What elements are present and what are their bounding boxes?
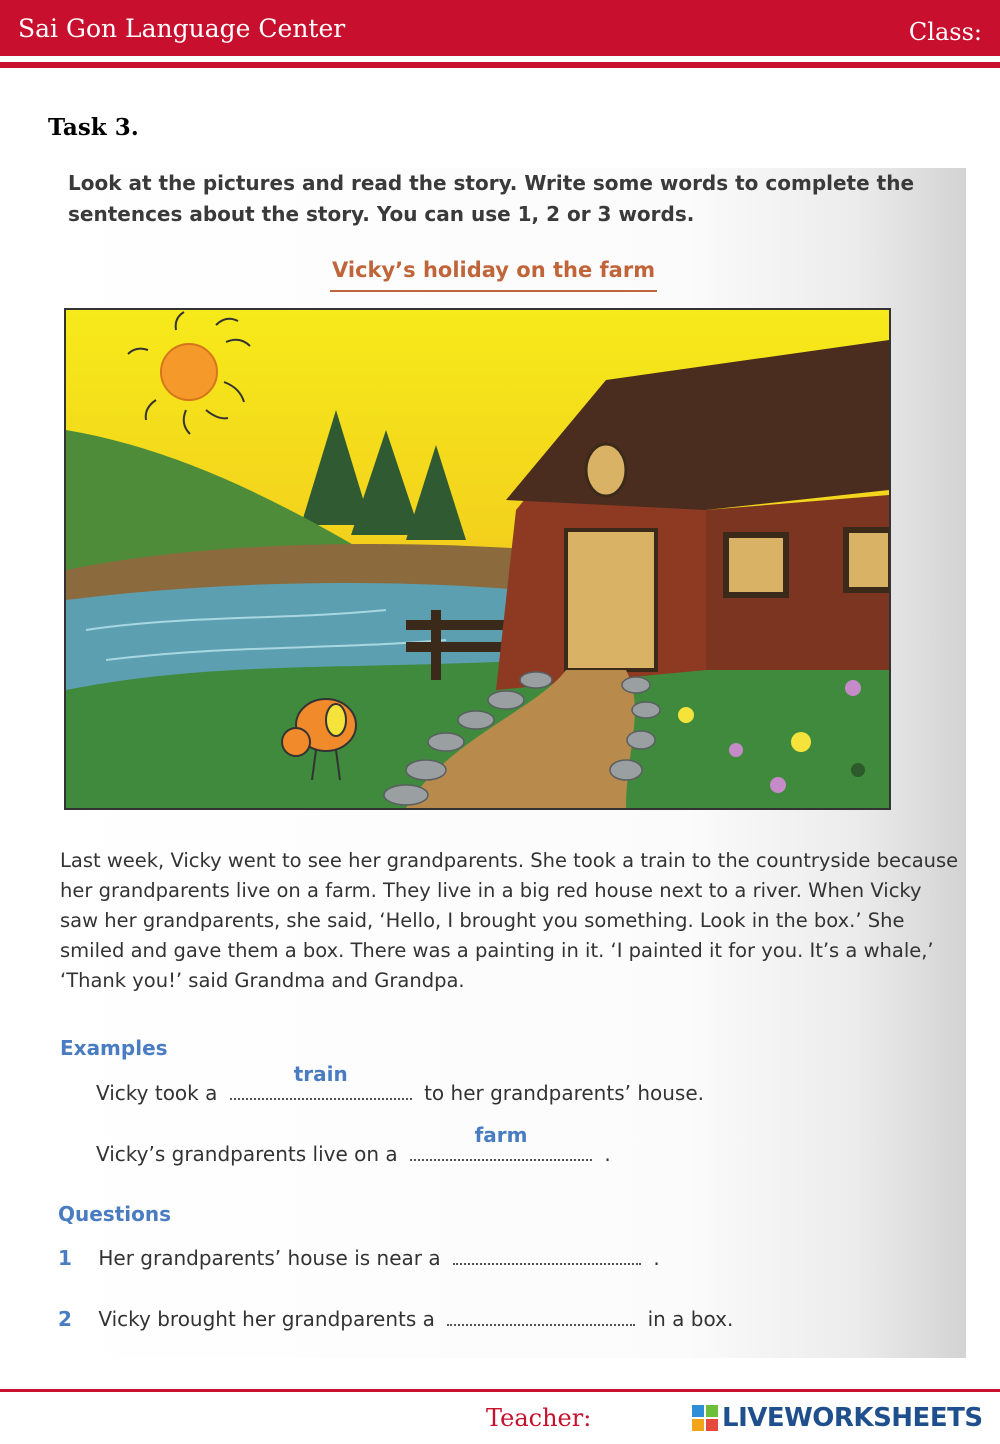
question-1-answer-field[interactable] bbox=[453, 1245, 641, 1265]
example-1-before: Vicky took a bbox=[96, 1081, 218, 1105]
example-2-before: Vicky’s grandparents live on a bbox=[96, 1142, 398, 1166]
example-1-after: to her grandparents’ house. bbox=[424, 1081, 704, 1105]
examples-title: Examples bbox=[60, 1036, 168, 1060]
brand-name: LIVEWORKSHEETS bbox=[722, 1403, 983, 1433]
site-title: Sai Gon Language Center bbox=[18, 14, 346, 43]
farm-scene bbox=[66, 310, 889, 808]
question-line-1 bbox=[58, 1245, 660, 1270]
example-line-2 bbox=[96, 1123, 611, 1166]
header-bar bbox=[0, 0, 1000, 56]
questions-title: Questions bbox=[58, 1202, 172, 1226]
story-text: Last week, Vicky went to see her grandparents. She took a train to the countryside because her grandparents live on a farm. They live in a big red house next to a river. When Vicky saw her grandparents, she said, ‘Hello, I brought you something. Look in the box.’ She smiled and gave them a box. There was a painting in it. ‘I painted it for you. It’s a whale,’ ‘Thank you!’ said Grandma and Grandpa. bbox=[60, 849, 959, 992]
question-2-after: in a box. bbox=[647, 1307, 734, 1331]
example-2-after: . bbox=[604, 1142, 611, 1166]
question-2-answer-field[interactable] bbox=[447, 1306, 635, 1326]
story-title: Vicky’s holiday on the farm bbox=[330, 258, 657, 292]
instruction-text: Look at the pictures and read the story. Write some words to complete the sentences about the story. You can use 1, 2 or 3 words. bbox=[68, 171, 915, 226]
question-2-number: 2 bbox=[58, 1307, 72, 1331]
liveworksheets-logo-icon bbox=[692, 1405, 718, 1431]
class-label: Class: bbox=[908, 18, 982, 46]
question-1-number: 1 bbox=[58, 1246, 72, 1270]
header-divider bbox=[0, 62, 1000, 68]
example-line-1 bbox=[96, 1062, 704, 1105]
teacher-label: Teacher: bbox=[486, 1404, 592, 1432]
question-line-2 bbox=[58, 1306, 733, 1331]
farm-illustration bbox=[64, 308, 891, 810]
task-label: Task 3. bbox=[48, 114, 139, 141]
example-2-blank bbox=[410, 1123, 592, 1161]
example-2-answer: farm bbox=[474, 1123, 528, 1147]
question-1-before: Her grandparents’ house is near a bbox=[98, 1246, 441, 1270]
example-1-blank bbox=[230, 1062, 412, 1100]
footer-divider bbox=[0, 1389, 1000, 1392]
liveworksheets-logo bbox=[692, 1400, 983, 1436]
question-1-after: . bbox=[653, 1246, 660, 1270]
question-2-before: Vicky brought her grandparents a bbox=[98, 1307, 435, 1331]
example-1-answer: train bbox=[293, 1062, 348, 1086]
